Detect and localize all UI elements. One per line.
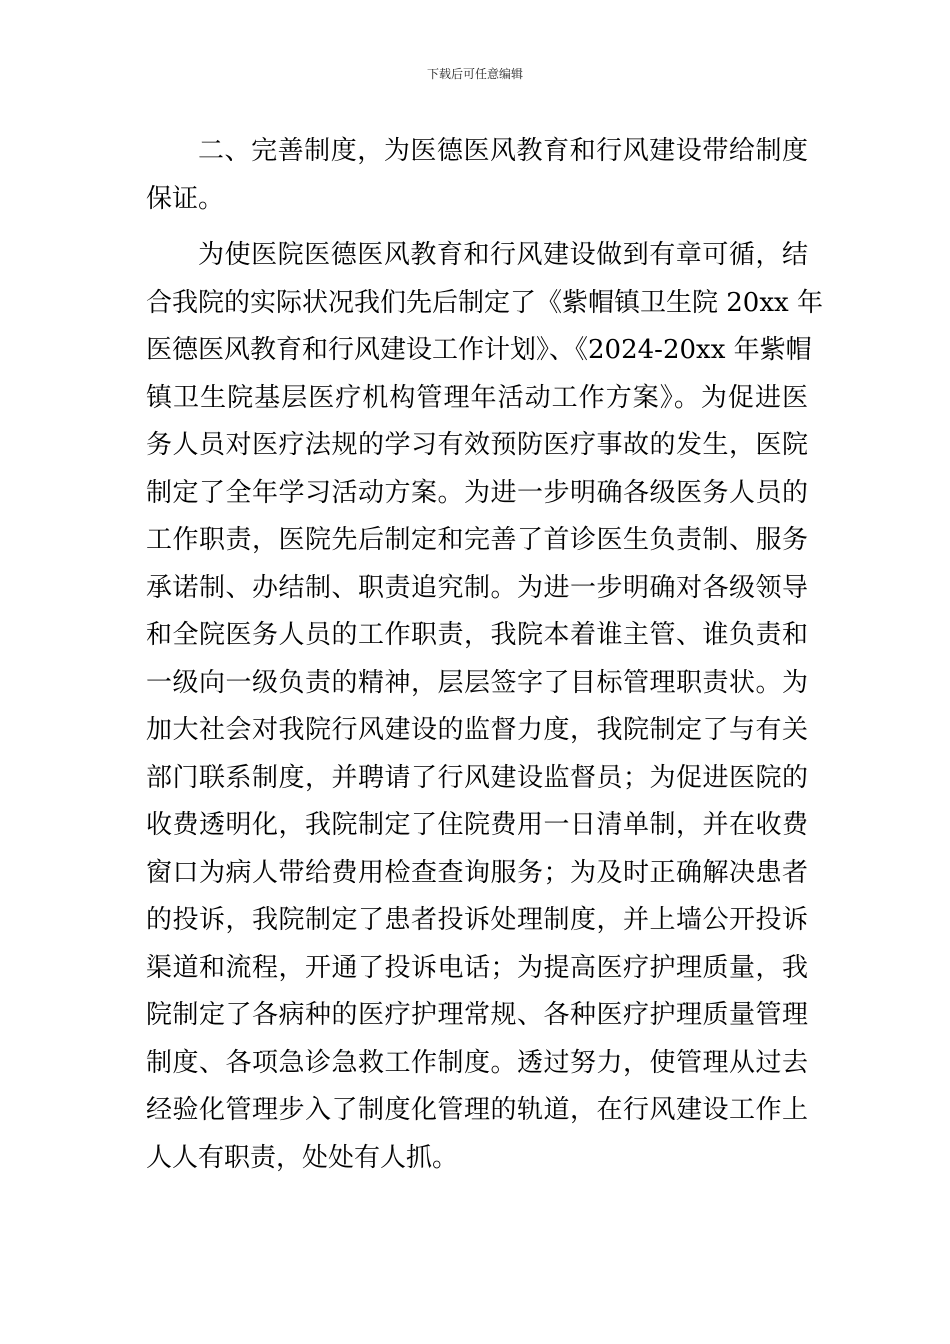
paragraph-line: 院制定了各病种的医疗护理常规、各种医疗护理质量管理: [146, 1000, 808, 1030]
paragraph-line: 合我院的实际状况我们先后制定了《紫帽镇卫生院 20xx 年: [146, 287, 823, 318]
paragraph-line: 渠道和流程，开通了投诉电话；为提高医疗护理质量，我: [146, 952, 808, 983]
paragraph-line: 工作职责，医院先后制定和完善了首诊医生负责制、服务: [146, 525, 808, 555]
paragraph-line: 人人有职责，处处有人抓。: [146, 1142, 459, 1173]
paragraph-line: 二、完善制度，为医德医风教育和行风建设带给制度: [198, 136, 808, 166]
paragraph-2: [146, 232, 823, 1182]
paragraph-line: 保证。: [146, 183, 225, 214]
paragraph-line: 部门联系制度，并聘请了行风建设监督员；为促进医院的: [146, 762, 808, 793]
page-header: 下载后可任意编辑: [426, 67, 523, 81]
paragraph-line: 的投诉，我院制定了患者投诉处理制度，并上墙公开投诉: [146, 905, 808, 935]
paragraph-line: 务人员对医疗法规的学习有效预防医疗事故的发生，医院: [146, 430, 808, 460]
paragraph-line: 制定了全年学习活动方案。为进一步明确各级医务人员的: [146, 477, 808, 508]
paragraph-line: 镇卫生院基层医疗机构管理年活动工作方案》。为促进医: [146, 382, 808, 413]
paragraph-line: 医德医风教育和行风建设工作计划》、《2024-20xx 年紫帽: [146, 335, 812, 365]
paragraph-line: 为使医院医德医风教育和行风建设做到有章可循，结: [198, 240, 808, 270]
paragraph-line: 加大社会对我院行风建设的监督力度，我院制定了与有关: [146, 715, 808, 745]
paragraph-1: [146, 128, 808, 223]
paragraph-line: 一级向一级负责的精神，层层签字了目标管理职责状。为: [146, 667, 808, 698]
paragraph-line: 和全院医务人员的工作职责，我院本着谁主管、谁负责和: [146, 620, 808, 650]
paragraph-line: 承诺制、办结制、职责追究制。为进一步明确对各级领导: [146, 572, 808, 603]
document-body: [146, 128, 823, 1182]
paragraph-line: 经验化管理步入了制度化管理的轨道，在行风建设工作上: [146, 1095, 808, 1125]
paragraph-line: 制度、各项急诊急救工作制度。透过努力，使管理从过去: [146, 1047, 808, 1078]
paragraph-line: 收费透明化，我院制定了住院费用一日清单制，并在收费: [146, 810, 808, 840]
paragraph-line: 窗口为病人带给费用检查查询服务；为及时正确解决患者: [146, 857, 808, 888]
